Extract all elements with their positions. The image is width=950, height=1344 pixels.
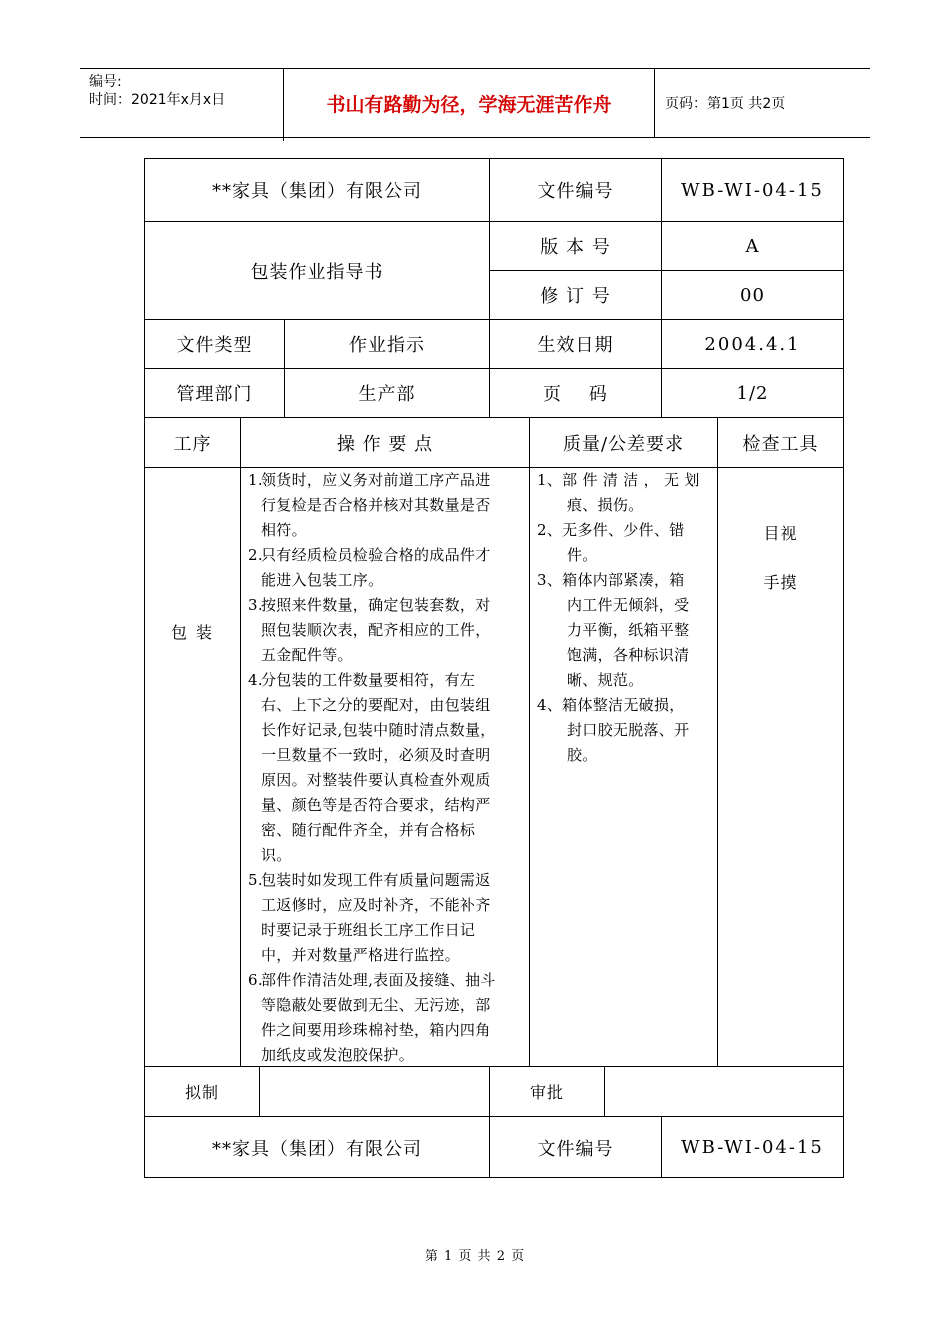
operation-item-number: 2. <box>248 546 263 564</box>
file-no-label-footer: 文件编号 <box>537 1138 614 1160</box>
operation-item-line: 识。 <box>261 846 292 864</box>
operation-item <box>248 968 526 1068</box>
effective-label: 生效日期 <box>537 335 614 356</box>
quality-item-number: 4、 <box>537 696 563 714</box>
operation-item <box>248 668 526 868</box>
version-value: A <box>745 235 760 257</box>
header-page-info: 页码：第1页 共2页 <box>665 96 786 112</box>
process-name: 包 装 <box>170 622 215 642</box>
quality-item-number: 1、 <box>537 471 563 489</box>
operation-item-line: 1.领货时，应义务对前道工序产品进 <box>248 468 526 493</box>
operation-item-line: 5.包装时如发现工件有质量问题需返 <box>248 868 526 893</box>
quality-item-line: 力平衡，纸箱平整 <box>567 621 690 639</box>
version-label: 版 本 号 <box>540 237 611 258</box>
page-footer: 第 1 页 共 2 页 <box>424 1249 526 1264</box>
quality-item-line: 晰、规范。 <box>567 671 644 689</box>
operation-item-line: 能进入包装工序。 <box>261 571 384 589</box>
file-no-label: 文件编号 <box>537 181 614 202</box>
page-header <box>80 68 870 138</box>
date-label: 时间：2021年x月x日 <box>89 92 226 108</box>
file-no-value-footer: WB-WI-04-15 <box>681 1137 824 1158</box>
operation-item-line: 3.按照来件数量，确定包装套数，对 <box>248 593 526 618</box>
approved-label: 审批 <box>529 1083 564 1102</box>
operation-item-line: 4.分包装的工件数量要相符，有左 <box>248 668 526 693</box>
col-header-tools: 检查工具 <box>742 433 819 455</box>
operation-item-line: 等隐蔽处要做到无尘、无污迹，部 <box>261 996 491 1014</box>
revision-label: 修 订 号 <box>540 286 611 307</box>
quality-item-line: 1、部 件 清 洁 ， 无 划 <box>537 471 700 489</box>
quality-item-line: 3、箱体内部紧凑，箱 <box>537 571 685 589</box>
operation-item <box>248 868 526 968</box>
page-label: 页 码 <box>543 384 608 405</box>
company-name: **家具（集团）有限公司 <box>212 181 422 202</box>
operation-item-line: 行复检是否合格并核对其数量是否 <box>261 496 491 514</box>
quality-item-number: 3、 <box>537 571 563 589</box>
work-instruction-table <box>144 158 844 1178</box>
operation-item <box>248 543 526 593</box>
operation-item-line: 原因。对整装件要认真检查外观质 <box>261 771 491 789</box>
quality-item-line: 件。 <box>567 546 598 564</box>
quality-item-line: 痕、损伤。 <box>567 496 644 514</box>
drafted-signature-field[interactable] <box>260 1067 489 1116</box>
operation-item-number: 1. <box>248 471 263 489</box>
operation-item-number: 4. <box>248 671 263 689</box>
operation-item-line: 加纸皮或发泡胶保护。 <box>261 1046 415 1064</box>
file-no-value: WB-WI-04-15 <box>681 179 824 201</box>
quality-item-line: 4、箱体整洁无破损， <box>537 696 685 714</box>
operation-item-line: 量、颜色等是否符合要求，结构严 <box>261 796 491 814</box>
operation-item-line: 6.部件作清洁处理,表面及接缝、抽斗 <box>248 968 526 993</box>
operation-item-line: 长作好记录,包装中随时清点数量， <box>261 721 496 739</box>
operation-item-line: 时要记录于班组长工序工作日记 <box>261 921 476 939</box>
quality-item <box>537 568 715 693</box>
quality-item-line: 饱满，各种标识清 <box>567 646 690 664</box>
operation-item-number: 5. <box>248 871 263 889</box>
quality-item-line: 封口胶无脱落、开 <box>567 721 690 739</box>
operation-item-number: 6. <box>248 971 263 989</box>
revision-value: 00 <box>740 284 765 306</box>
dept-label: 管理部门 <box>176 384 253 405</box>
operation-item-line: 中，并对数量严格进行监控。 <box>261 946 460 964</box>
header-meta <box>80 69 284 141</box>
serial-label: 编号: <box>89 74 122 90</box>
quality-item <box>537 693 715 768</box>
operation-item-line: 件之间要用珍珠棉衬垫，箱内四角 <box>261 1021 491 1039</box>
operation-item-line: 照包装顺次表，配齐相应的工件， <box>261 621 491 639</box>
col-header-process: 工序 <box>173 433 212 455</box>
type-label: 文件类型 <box>176 335 253 356</box>
quality-item <box>537 468 715 518</box>
operation-item-line: 工返修时，应及时补齐，不能补齐 <box>261 896 491 914</box>
quality-item-line: 2、无多件、少件、错 <box>537 521 685 539</box>
col-header-quality: 质量/公差要求 <box>562 433 685 455</box>
drafted-label: 拟制 <box>184 1083 219 1102</box>
quality-item-line: 内工件无倾斜，受 <box>567 596 690 614</box>
operation-item-line: 五金配件等。 <box>261 646 353 664</box>
effective-date: 2004.4.1 <box>704 333 801 355</box>
tool-visual: 目视 <box>763 523 798 543</box>
operation-item <box>248 468 526 543</box>
operation-item-line: 密、随行配件齐全，并有合格标 <box>261 821 476 839</box>
approved-signature-field[interactable] <box>605 1067 843 1116</box>
operation-item-number: 3. <box>248 596 263 614</box>
page-value: 1/2 <box>736 382 769 404</box>
dept-value: 生产部 <box>358 384 416 405</box>
quality-item-line: 胶。 <box>567 746 598 764</box>
tool-touch: 手摸 <box>763 572 798 592</box>
operation-item-line: 相符。 <box>261 521 307 539</box>
header-motto: 书山有路勤为径，学海无涯苦作舟 <box>284 69 655 137</box>
doc-title: 包装作业指导书 <box>250 261 384 283</box>
type-value: 作业指示 <box>349 335 425 356</box>
operation-item <box>248 593 526 668</box>
quality-item-number: 2、 <box>537 521 563 539</box>
quality-item <box>537 518 715 568</box>
operation-item-line: 2.只有经质检员检验合格的成品件才 <box>248 543 526 568</box>
operation-item-line: 一旦数量不一致时，必须及时查明 <box>261 746 491 764</box>
operations-list <box>248 468 526 1068</box>
company-name-footer: **家具（集团）有限公司 <box>212 1138 422 1160</box>
quality-list <box>537 468 715 768</box>
col-header-operations: 操 作 要 点 <box>336 433 434 455</box>
operation-item-line: 右、上下之分的要配对，由包装组 <box>261 696 491 714</box>
